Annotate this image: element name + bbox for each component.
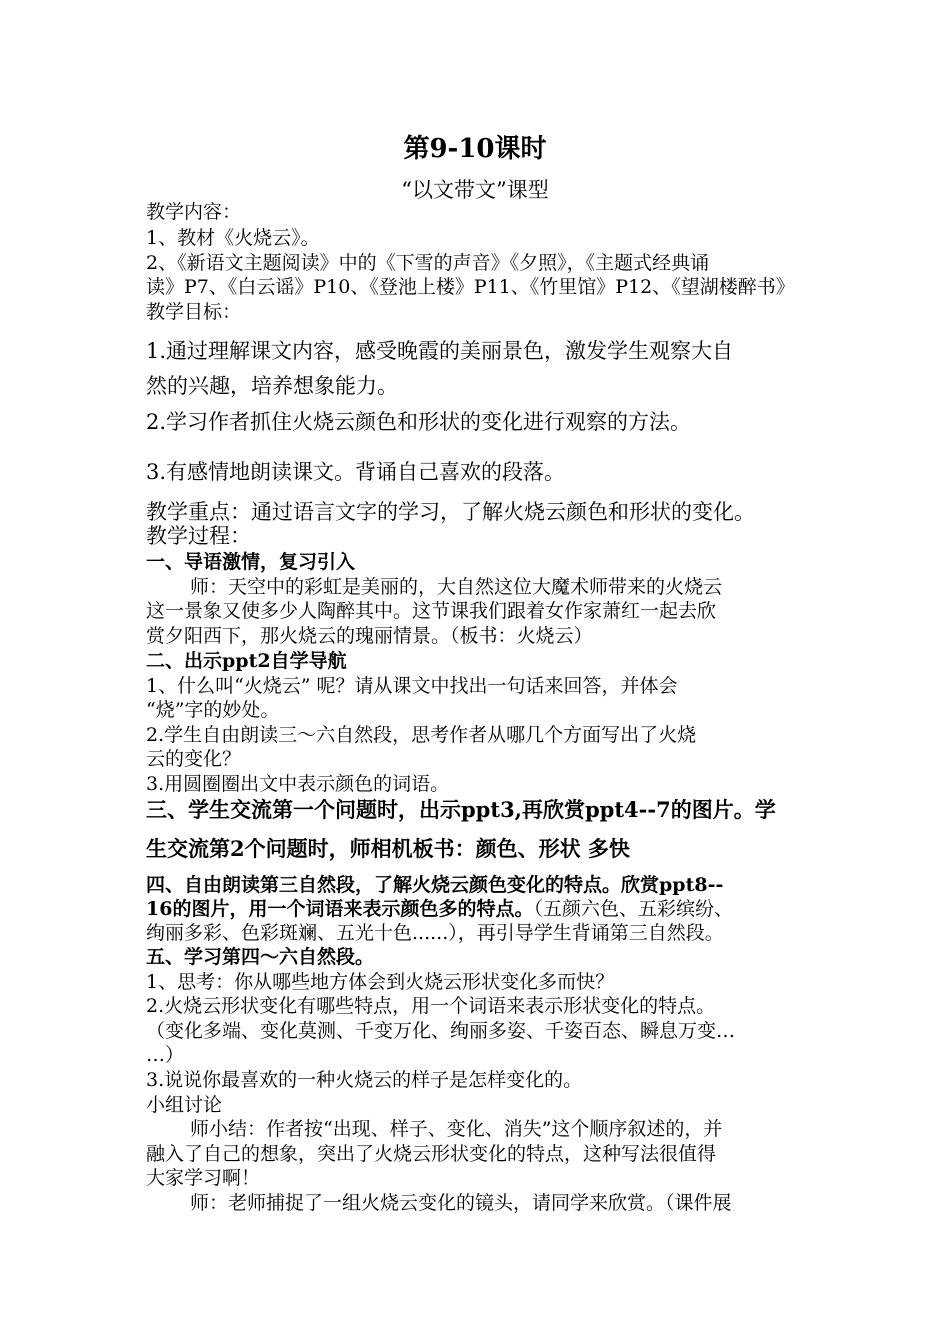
goal-3: 3.有感情地朗读课文。背诵自己喜欢的段落。: [146, 460, 566, 484]
step-1-para-cont2: 赏夕阳西下，那火烧云的瑰丽情景。（板书：火烧云）: [146, 625, 593, 647]
section-label-process: 教学过程：: [146, 524, 251, 548]
goal-1-cont: 然的兴趣，培养想象能力。: [146, 374, 398, 398]
step-5-item-3: 3.说说你最喜欢的一种火烧云的样子是怎样变化的。: [146, 1069, 583, 1091]
step-5-item-2-cont: （变化多端、变化莫测、千变万化、绚丽多姿、千姿百态、瞬息万变…: [146, 1020, 736, 1042]
teacher-para: 师：老师捕捉了一组火烧云变化的镜头，请同学来欣赏。（课件展: [190, 1192, 732, 1214]
step-2-item-2: 2.学生自由朗读三～六自然段，思考作者从哪几个方面写出了火烧: [146, 724, 697, 746]
content-item-2-cont: 读》P7、《白云谣》P10、《登池上楼》P11、《竹里馆》P12、《望湖楼醉书》: [146, 276, 795, 298]
goal-1: 1.通过理解课文内容，感受晚霞的美丽景色，激发学生观察大自: [146, 339, 734, 363]
goal-2: 2.学习作者抓住火烧云颜色和形状的变化进行观察的方法。: [146, 410, 692, 434]
step-1-para: 师：天空中的彩虹是美丽的，大自然这位大魔术师带来的火烧云: [190, 576, 723, 598]
group-discussion: 小组讨论: [146, 1094, 223, 1116]
step-2-item-1: 1、什么叫“火烧云” 呢？请从课文中找出一句话来回答，并体会: [146, 675, 678, 697]
step-5-item-2-cont2: …）: [146, 1044, 185, 1066]
heading-step-2: 二、出示ppt2自学导航: [146, 650, 347, 672]
heading-step-5: 五、学习第四～六自然段。: [146, 946, 375, 968]
step-5-item-1: 1、思考：你从哪些地方体会到火烧云形状变化多而快？: [146, 971, 615, 993]
teaching-focus: 教学重点：通过语言文字的学习，了解火烧云颜色和形状的变化。: [146, 500, 755, 524]
summary-para-cont: 融入了自己的想象，突出了火烧云形状变化的特点，这种写法很值得: [146, 1143, 717, 1165]
heading-step-3-cont: 生交流第2个问题时，师相机板书：颜色、形状 多快: [146, 836, 630, 861]
step-2-item-3: 3.用圆圈圈出文中表示颜色的词语。: [146, 773, 450, 795]
step-2-item-2-cont: 云的变化？: [146, 748, 242, 770]
section-label-content: 教学内容：: [146, 201, 242, 223]
step-5-item-2: 2.火烧云形状变化有哪些特点，用一个词语来表示形状变化的特点。: [146, 995, 716, 1017]
heading-step-4: 四、自由朗读第三自然段，了解火烧云颜色变化的特点。欣赏ppt8--: [146, 874, 724, 896]
heading-step-3: 三、学生交流第一个问题时，出示ppt3,再欣赏ppt4--7的图片。学: [146, 797, 776, 822]
step-4-cont: [146, 898, 814, 921]
summary-para-cont2: 大家学习啊！: [146, 1167, 261, 1189]
step-2-item-1-cont: “烧”字的妙处。: [146, 699, 280, 721]
step-4-normal-part: （五颜六色、五彩缤纷、: [533, 898, 733, 920]
step-1-para-cont: 这一景象又使多少人陶醉其中。这节课我们跟着女作家萧红一起去欣: [146, 600, 717, 622]
step-4-cont2: 绚丽多彩、色彩斑斓、五光十色......），再引导学生背诵第三自然段。: [146, 922, 724, 944]
section-label-goals: 教学目标：: [146, 301, 242, 323]
content-item-1: 1、教材《火烧云》。: [146, 227, 320, 249]
page-subtitle: “以文带文”课型: [401, 178, 549, 202]
content-item-2: 2、《新语文主题阅读》中的《下雪的声音》《夕照》，《主题式经典诵: [146, 252, 710, 274]
summary-para: 师小结：作者按“出现、样子、变化、消失”这个顺序叙述的，并: [190, 1118, 723, 1140]
step-4-bold-part: 16的图片，用一个词语来表示颜色多的特点。: [146, 898, 534, 920]
page-title: 第9-10课时: [403, 134, 547, 164]
heading-step-1: 一、导语激情，复习引入: [146, 551, 356, 573]
